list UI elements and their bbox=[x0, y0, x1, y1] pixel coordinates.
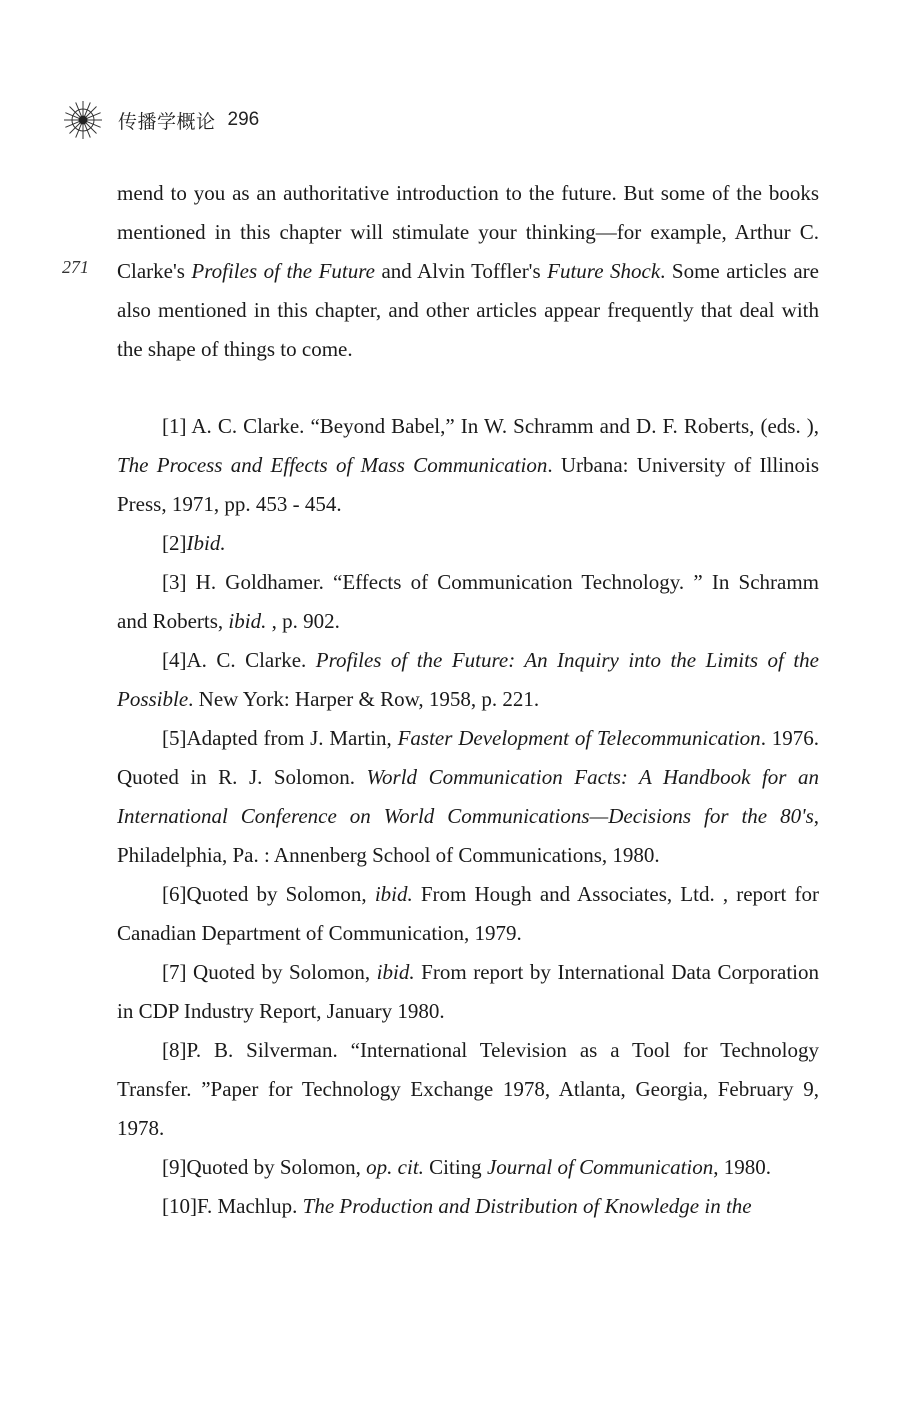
text-segment: mend to you as an authoritative introduction to the future. But some of the books mentioned in this chapter will stimulate your thinking—for example, Arthur C. Clarke's bbox=[117, 181, 819, 283]
footnote-entry bbox=[117, 719, 819, 875]
intro-paragraph-block bbox=[117, 174, 819, 369]
italic-title-segment: World Communication Facts: A Handbook for an International Conference on World Communications—Decisions for the 80's bbox=[117, 765, 819, 828]
text-segment: and Alvin Toffler's bbox=[374, 259, 548, 283]
footnote-number: [1] bbox=[162, 414, 187, 438]
footnote-entry bbox=[117, 1148, 819, 1187]
text-segment: H. Goldhamer. “Effects of Communication Technology. ” In Schramm and Roberts, bbox=[117, 570, 819, 633]
text-segment: , Philadelphia, Pa. : Annenberg School of Communications, 1980. bbox=[117, 804, 819, 867]
text-segment: Quoted by Solomon, bbox=[186, 960, 377, 984]
footnote-number: [6] bbox=[162, 882, 187, 906]
footnote-entry bbox=[117, 524, 819, 563]
footnote-number: [10] bbox=[162, 1194, 197, 1218]
footnote-number: [3] bbox=[162, 570, 187, 594]
text-segment: . Urbana: University of Illinois Press, 1971, pp. 453 - 454. bbox=[117, 453, 820, 516]
italic-title-segment: Profiles of the Future bbox=[191, 259, 375, 283]
text-segment: . Some articles are also mentioned in this chapter, and other articles appear frequently that deal with the shape of things to come. bbox=[117, 259, 819, 361]
footnote-entry bbox=[117, 641, 819, 719]
footnote-number: [7] bbox=[162, 960, 187, 984]
sunburst-emblem-icon bbox=[62, 99, 104, 141]
italic-title-segment: ibid. bbox=[374, 882, 413, 906]
footnote-number: [8] bbox=[162, 1038, 187, 1062]
text-segment: A. C. Clarke. bbox=[186, 648, 316, 672]
text-segment: , p. 902. bbox=[266, 609, 340, 633]
italic-title-segment: The Production and Distribution of Knowledge in the bbox=[302, 1194, 752, 1218]
text-segment: F. Machlup. bbox=[197, 1194, 303, 1218]
footnote-entry bbox=[117, 407, 819, 524]
italic-title-segment: Journal of Communication bbox=[486, 1155, 714, 1179]
text-segment: . 1976. Quoted in R. J. Solomon. bbox=[117, 726, 820, 789]
text-segment: Quoted by Solomon, bbox=[186, 1155, 367, 1179]
footnote-number: [2] bbox=[162, 531, 187, 555]
text-segment: P. B. Silverman. “International Television as a Tool for Technology Transfer. ”Paper for Technology Exchange 1978, Atlanta, Georgia, February 9, 1978. bbox=[117, 1038, 819, 1140]
text-segment: Citing bbox=[423, 1155, 487, 1179]
footnote-entry bbox=[117, 563, 819, 641]
text-segment: Adapted from J. Martin, bbox=[186, 726, 398, 750]
footnote-entry bbox=[117, 953, 819, 1031]
margin-page-reference: 271 bbox=[62, 257, 89, 277]
page-number: 296 bbox=[227, 109, 260, 130]
intro-paragraph bbox=[117, 174, 819, 369]
footnote-number: [4] bbox=[162, 648, 187, 672]
footnote-entry bbox=[117, 875, 819, 953]
book-title: 传播学概论 bbox=[118, 110, 216, 133]
italic-title-segment: ibid. bbox=[376, 960, 415, 984]
running-header bbox=[62, 98, 259, 142]
italic-title-segment: Future Shock bbox=[547, 259, 661, 283]
italic-title-segment: op. cit. bbox=[366, 1155, 424, 1179]
footnote-entry bbox=[117, 1187, 819, 1226]
text-segment: From report by International Data Corporation in CDP Industry Report, January 1980. bbox=[117, 960, 820, 1023]
text-segment: Quoted by Solomon, bbox=[186, 882, 375, 906]
italic-title-segment: Profiles of the Future: An Inquiry into the Limits of the Possible bbox=[117, 648, 819, 711]
italic-title-segment: The Process and Effects of Mass Communication bbox=[117, 453, 548, 477]
notes-list bbox=[117, 407, 819, 1226]
text-segment: , 1980. bbox=[713, 1155, 772, 1179]
footnote-entry bbox=[117, 1031, 819, 1148]
italic-title-segment: Ibid. bbox=[186, 531, 226, 555]
italic-title-segment: Faster Development of Telecommunication bbox=[397, 726, 761, 750]
italic-title-segment: ibid. bbox=[228, 609, 267, 633]
text-segment: A. C. Clarke. “Beyond Babel,” In W. Schramm and D. F. Roberts, (eds. ), bbox=[186, 414, 819, 438]
text-segment: . New York: Harper & Row, 1958, p. 221. bbox=[188, 687, 540, 711]
text-segment: From Hough and Associates, Ltd. , report for Canadian Department of Communication, 1979. bbox=[117, 882, 819, 945]
footnote-number: [5] bbox=[162, 726, 187, 750]
footnote-number: [9] bbox=[162, 1155, 187, 1179]
